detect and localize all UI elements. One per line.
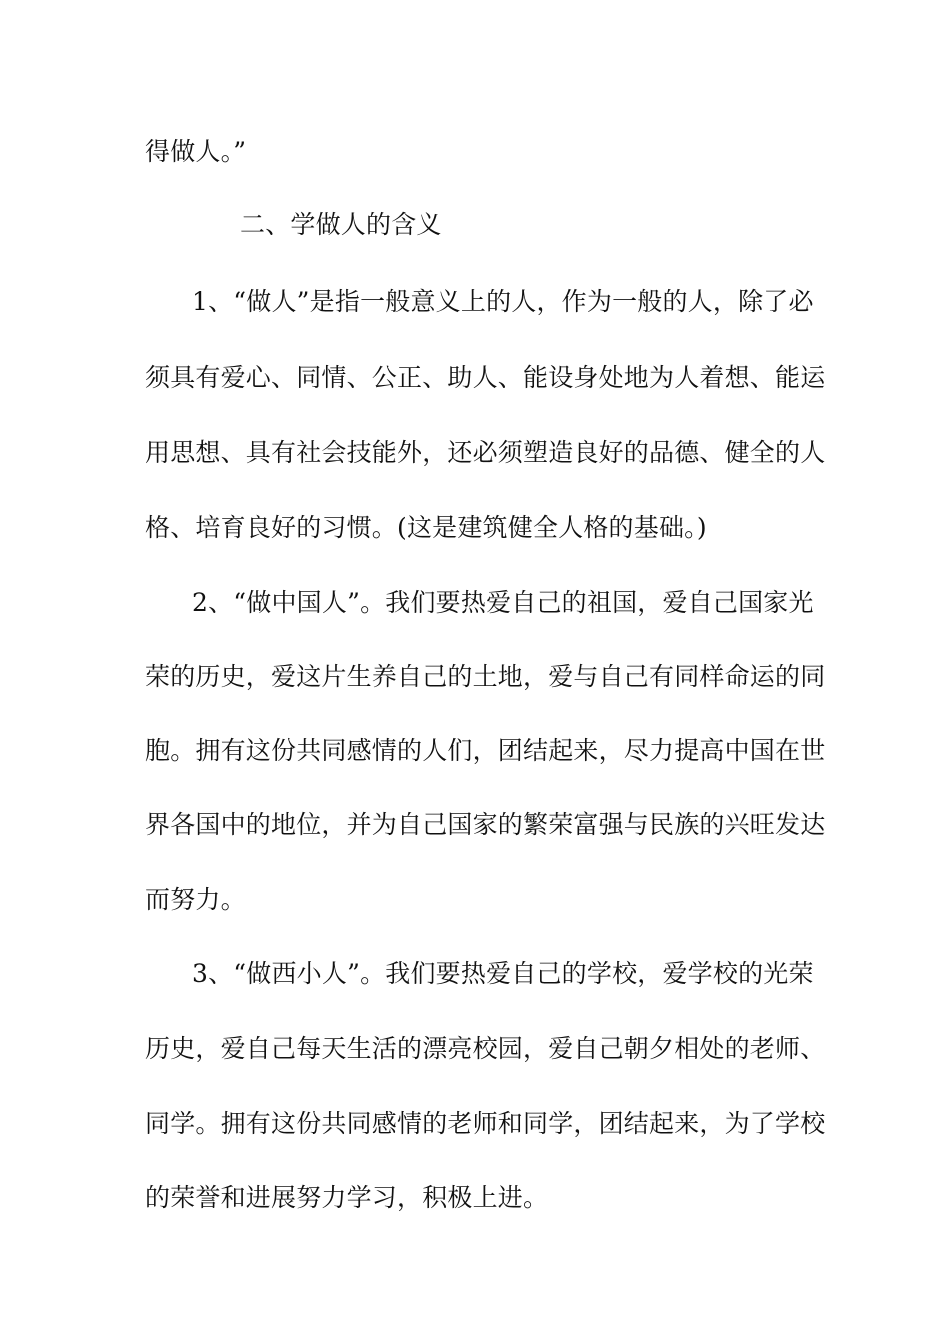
section-heading: 二、学做人的含义 xyxy=(240,210,442,239)
paragraph-1-line-2: 须具有爱心、同情、公正、助人、能设身处地为人着想、能运 xyxy=(145,363,826,392)
paragraph-3-line-1: 3、“做西小人”。我们要热爱自己的学校，爱学校的光荣 xyxy=(192,959,814,988)
paragraph-1-line-4: 格、培育良好的习惯。(这是建筑健全人格的基础。) xyxy=(145,513,707,542)
paragraph-3-line-4: 的荣誉和进展努力学习，积极上进。 xyxy=(145,1183,549,1212)
paragraph-3-line-2: 历史，爱自己每天生活的漂亮校园，爱自己朝夕相处的老师、 xyxy=(145,1034,826,1063)
paragraph-2-line-5: 而努力。 xyxy=(145,885,246,914)
paragraph-1-line-3: 用思想、具有社会技能外，还必须塑造良好的品德、健全的人 xyxy=(145,438,826,467)
paragraph-2-line-3: 胞。拥有这份共同感情的人们，团结起来，尽力提高中国在世 xyxy=(145,736,826,765)
paragraph-2-line-2: 荣的历史，爱这片生养自己的土地，爱与自己有同样命运的同 xyxy=(145,662,826,691)
paragraph-2-line-1: 2、“做中国人”。我们要热爱自己的祖国，爱自己国家光 xyxy=(192,588,814,617)
paragraph-1-line-1: 1、“做人”是指一般意义上的人，作为一般的人，除了必 xyxy=(192,287,814,316)
paragraph-2-line-4: 界各国中的地位，并为自己国家的繁荣富强与民族的兴旺发达 xyxy=(145,810,826,839)
continuation-line: 得做人。” xyxy=(145,137,247,166)
paragraph-3-line-3: 同学。拥有这份共同感情的老师和同学，团结起来，为了学校 xyxy=(145,1109,826,1138)
